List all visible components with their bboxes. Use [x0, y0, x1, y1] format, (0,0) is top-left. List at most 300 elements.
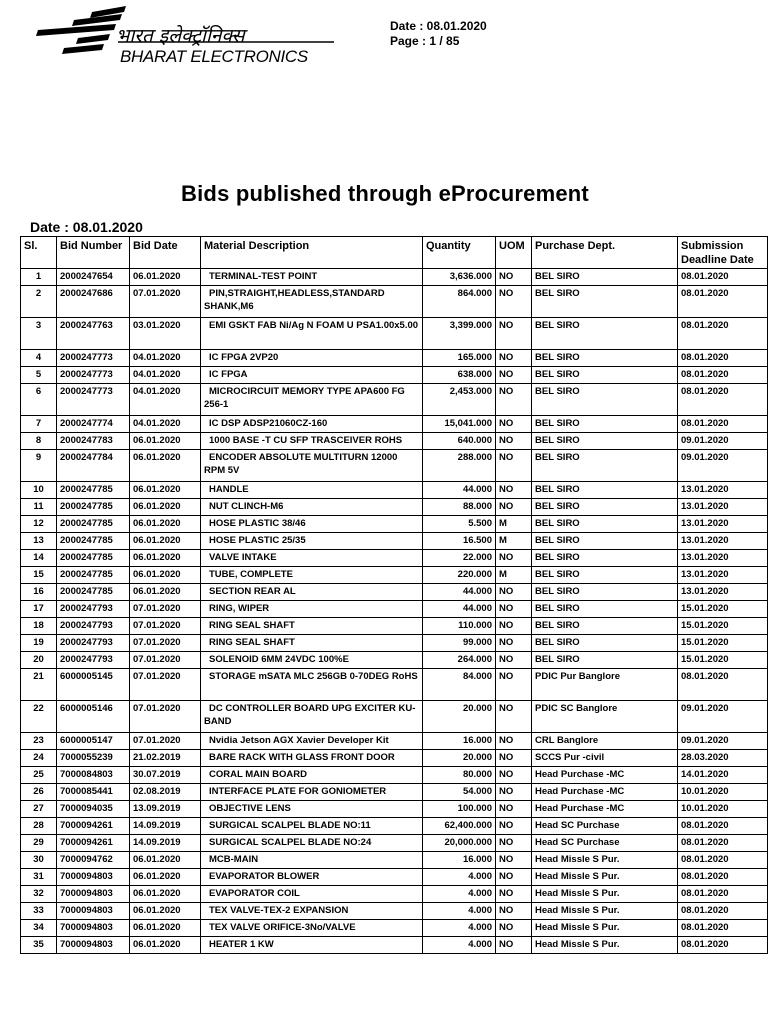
cell-uom: NO — [496, 818, 532, 835]
cell-material-description: EVAPORATOR BLOWER — [201, 869, 423, 886]
cell-bid-number: 6000005147 — [57, 733, 130, 750]
cell-material-description: VALVE INTAKE — [201, 550, 423, 567]
cell-deadline: 15.01.2020 — [678, 635, 768, 652]
cell-quantity: 4.000 — [423, 920, 496, 937]
cell-uom: NO — [496, 350, 532, 367]
cell-sl: 4 — [21, 350, 57, 367]
cell-sl: 19 — [21, 635, 57, 652]
cell-bid-number: 7000094803 — [57, 869, 130, 886]
table-row — [21, 733, 768, 750]
cell-bid-date: 30.07.2019 — [130, 767, 201, 784]
cell-material-description: STORAGE mSATA MLC 256GB 0-70DEG RoHS — [201, 669, 423, 701]
cell-uom: NO — [496, 903, 532, 920]
cell-purchase-dept: Head Purchase -MC — [532, 784, 678, 801]
cell-quantity: 54.000 — [423, 784, 496, 801]
logo-english-text: BHARAT ELECTRONICS — [120, 47, 308, 66]
table-body — [21, 269, 768, 954]
cell-material-description: RING, WIPER — [201, 601, 423, 618]
cell-sl: 21 — [21, 669, 57, 701]
cell-material-description: SOLENOID 6MM 24VDC 100%E — [201, 652, 423, 669]
cell-purchase-dept: CRL Banglore — [532, 733, 678, 750]
cell-sl: 35 — [21, 937, 57, 954]
col-header-uom: UOM — [496, 237, 532, 269]
table-row — [21, 886, 768, 903]
table-row — [21, 286, 768, 318]
cell-sl: 27 — [21, 801, 57, 818]
cell-material-description: SURGICAL SCALPEL BLADE NO:24 — [201, 835, 423, 852]
cell-purchase-dept: BEL SIRO — [532, 635, 678, 652]
cell-bid-number: 7000094803 — [57, 937, 130, 954]
cell-deadline: 09.01.2020 — [678, 450, 768, 482]
cell-material-description: OBJECTIVE LENS — [201, 801, 423, 818]
cell-uom: NO — [496, 433, 532, 450]
logo-hindi-text: भारत इलेक्ट्रॉनिक्स — [116, 25, 245, 47]
cell-sl: 11 — [21, 499, 57, 516]
cell-bid-number: 2000247784 — [57, 450, 130, 482]
cell-quantity: 16.000 — [423, 852, 496, 869]
cell-bid-date: 07.01.2020 — [130, 601, 201, 618]
cell-purchase-dept: BEL SIRO — [532, 584, 678, 601]
cell-purchase-dept: Head Purchase -MC — [532, 767, 678, 784]
cell-uom: NO — [496, 886, 532, 903]
cell-bid-date: 04.01.2020 — [130, 384, 201, 416]
cell-material-description: EMI GSKT FAB Ni/Ag N FOAM U PSA1.00x5.00 — [201, 318, 423, 350]
cell-sl: 20 — [21, 652, 57, 669]
cell-bid-number: 7000094261 — [57, 835, 130, 852]
cell-sl: 26 — [21, 784, 57, 801]
cell-deadline: 08.01.2020 — [678, 350, 768, 367]
cell-purchase-dept: BEL SIRO — [532, 482, 678, 499]
cell-bid-number: 2000247793 — [57, 652, 130, 669]
table-row — [21, 652, 768, 669]
cell-bid-number: 2000247785 — [57, 516, 130, 533]
cell-purchase-dept: Head Missle S Pur. — [532, 869, 678, 886]
cell-deadline: 08.01.2020 — [678, 835, 768, 852]
cell-bid-number: 2000247785 — [57, 533, 130, 550]
cell-bid-date: 07.01.2020 — [130, 286, 201, 318]
cell-deadline: 15.01.2020 — [678, 652, 768, 669]
cell-sl: 30 — [21, 852, 57, 869]
cell-bid-date: 07.01.2020 — [130, 652, 201, 669]
cell-purchase-dept: BEL SIRO — [532, 533, 678, 550]
table-row — [21, 584, 768, 601]
cell-purchase-dept: BEL SIRO — [532, 499, 678, 516]
cell-uom: NO — [496, 584, 532, 601]
table-row — [21, 269, 768, 286]
cell-bid-number: 2000247785 — [57, 584, 130, 601]
cell-material-description: NUT CLINCH-M6 — [201, 499, 423, 516]
cell-bid-number: 7000094035 — [57, 801, 130, 818]
cell-material-description: PIN,STRAIGHT,HEADLESS,STANDARD SHANK,M6 — [201, 286, 423, 318]
cell-deadline: 08.01.2020 — [678, 852, 768, 869]
cell-bid-date: 06.01.2020 — [130, 550, 201, 567]
cell-material-description: Nvidia Jetson AGX Xavier Developer Kit — [201, 733, 423, 750]
cell-sl: 24 — [21, 750, 57, 767]
cell-purchase-dept: BEL SIRO — [532, 567, 678, 584]
document-meta — [390, 19, 487, 49]
cell-uom: NO — [496, 835, 532, 852]
cell-sl: 1 — [21, 269, 57, 286]
cell-sl: 25 — [21, 767, 57, 784]
cell-uom: NO — [496, 601, 532, 618]
cell-purchase-dept: BEL SIRO — [532, 652, 678, 669]
cell-bid-date: 06.01.2020 — [130, 869, 201, 886]
cell-bid-date: 13.09.2019 — [130, 801, 201, 818]
cell-uom: NO — [496, 269, 532, 286]
cell-bid-date: 07.01.2020 — [130, 669, 201, 701]
cell-bid-date: 21.02.2019 — [130, 750, 201, 767]
cell-deadline: 08.01.2020 — [678, 818, 768, 835]
cell-material-description: IC FPGA — [201, 367, 423, 384]
cell-quantity: 16.500 — [423, 533, 496, 550]
cell-bid-date: 07.01.2020 — [130, 701, 201, 733]
cell-deadline: 13.01.2020 — [678, 550, 768, 567]
cell-bid-date: 04.01.2020 — [130, 367, 201, 384]
cell-bid-number: 7000094762 — [57, 852, 130, 869]
cell-quantity: 16.000 — [423, 733, 496, 750]
table-row — [21, 835, 768, 852]
cell-quantity: 5.500 — [423, 516, 496, 533]
bel-logo — [34, 4, 344, 70]
document-date: Date : 08.01.2020 — [390, 19, 487, 33]
cell-bid-number: 2000247773 — [57, 367, 130, 384]
cell-purchase-dept: BEL SIRO — [532, 601, 678, 618]
page-title: Bids published through eProcurement — [181, 181, 589, 206]
cell-material-description: 1000 BASE -T CU SFP TRASCEIVER ROHS — [201, 433, 423, 450]
cell-uom: NO — [496, 801, 532, 818]
cell-uom: M — [496, 516, 532, 533]
table-row — [21, 852, 768, 869]
cell-quantity: 20,000.000 — [423, 835, 496, 852]
cell-purchase-dept: PDIC Pur Banglore — [532, 669, 678, 701]
cell-sl: 13 — [21, 533, 57, 550]
cell-quantity: 20.000 — [423, 750, 496, 767]
cell-uom: NO — [496, 416, 532, 433]
table-row — [21, 499, 768, 516]
table-row — [21, 567, 768, 584]
cell-quantity: 220.000 — [423, 567, 496, 584]
table-row — [21, 350, 768, 367]
cell-material-description: RING SEAL SHAFT — [201, 635, 423, 652]
cell-purchase-dept: BEL SIRO — [532, 433, 678, 450]
cell-uom: NO — [496, 499, 532, 516]
cell-purchase-dept: Head SC Purchase — [532, 818, 678, 835]
table-row — [21, 450, 768, 482]
cell-bid-number: 2000247785 — [57, 550, 130, 567]
cell-purchase-dept: Head Missle S Pur. — [532, 886, 678, 903]
cell-bid-number: 2000247686 — [57, 286, 130, 318]
cell-uom: NO — [496, 750, 532, 767]
cell-deadline: 13.01.2020 — [678, 584, 768, 601]
cell-uom: NO — [496, 635, 532, 652]
cell-uom: NO — [496, 652, 532, 669]
cell-sl: 17 — [21, 601, 57, 618]
cell-bid-number: 2000247783 — [57, 433, 130, 450]
cell-sl: 10 — [21, 482, 57, 499]
cell-bid-number: 7000094803 — [57, 886, 130, 903]
cell-purchase-dept: BEL SIRO — [532, 269, 678, 286]
cell-quantity: 110.000 — [423, 618, 496, 635]
cell-deadline: 09.01.2020 — [678, 433, 768, 450]
cell-bid-date: 14.09.2019 — [130, 818, 201, 835]
table-row — [21, 433, 768, 450]
table-row — [21, 801, 768, 818]
cell-deadline: 08.01.2020 — [678, 384, 768, 416]
cell-quantity: 4.000 — [423, 869, 496, 886]
table-row — [21, 869, 768, 886]
cell-sl: 33 — [21, 903, 57, 920]
table-row — [21, 601, 768, 618]
cell-deadline: 13.01.2020 — [678, 516, 768, 533]
cell-bid-date: 06.01.2020 — [130, 269, 201, 286]
cell-material-description: HANDLE — [201, 482, 423, 499]
cell-deadline: 08.01.2020 — [678, 286, 768, 318]
cell-uom: NO — [496, 669, 532, 701]
cell-deadline: 13.01.2020 — [678, 533, 768, 550]
cell-uom: NO — [496, 286, 532, 318]
cell-deadline: 10.01.2020 — [678, 784, 768, 801]
cell-bid-number: 2000247793 — [57, 618, 130, 635]
cell-sl: 6 — [21, 384, 57, 416]
cell-sl: 18 — [21, 618, 57, 635]
cell-bid-number: 7000094803 — [57, 920, 130, 937]
cell-bid-date: 06.01.2020 — [130, 903, 201, 920]
cell-bid-date: 06.01.2020 — [130, 920, 201, 937]
cell-material-description: TEX VALVE-TEX-2 EXPANSION — [201, 903, 423, 920]
cell-quantity: 638.000 — [423, 367, 496, 384]
cell-bid-date: 06.01.2020 — [130, 937, 201, 954]
table-row — [21, 618, 768, 635]
cell-material-description: SECTION REAR AL — [201, 584, 423, 601]
cell-bid-number: 2000247785 — [57, 567, 130, 584]
col-header-bid-number: Bid Number — [57, 237, 130, 269]
cell-quantity: 640.000 — [423, 433, 496, 450]
cell-bid-number: 2000247793 — [57, 635, 130, 652]
cell-bid-date: 06.01.2020 — [130, 499, 201, 516]
table-row — [21, 384, 768, 416]
cell-bid-date: 06.01.2020 — [130, 886, 201, 903]
page-number: Page : 1 / 85 — [390, 34, 460, 48]
cell-purchase-dept: BEL SIRO — [532, 618, 678, 635]
cell-sl: 9 — [21, 450, 57, 482]
cell-bid-date: 03.01.2020 — [130, 318, 201, 350]
cell-bid-date: 04.01.2020 — [130, 416, 201, 433]
table-row — [21, 367, 768, 384]
cell-deadline: 08.01.2020 — [678, 920, 768, 937]
col-header-purchase-dept: Purchase Dept. — [532, 237, 678, 269]
cell-uom: NO — [496, 618, 532, 635]
cell-deadline: 13.01.2020 — [678, 499, 768, 516]
cell-bid-number: 7000094803 — [57, 903, 130, 920]
cell-purchase-dept: Head Purchase -MC — [532, 801, 678, 818]
cell-quantity: 2,453.000 — [423, 384, 496, 416]
cell-deadline: 09.01.2020 — [678, 733, 768, 750]
cell-quantity: 84.000 — [423, 669, 496, 701]
cell-sl: 31 — [21, 869, 57, 886]
cell-material-description: IC DSP ADSP21060CZ-160 — [201, 416, 423, 433]
cell-uom: NO — [496, 550, 532, 567]
cell-uom: NO — [496, 784, 532, 801]
cell-bid-date: 06.01.2020 — [130, 584, 201, 601]
col-header-submission-deadline: Submission Deadline Date — [678, 237, 768, 269]
cell-deadline: 13.01.2020 — [678, 567, 768, 584]
cell-material-description: INTERFACE PLATE FOR GONIOMETER — [201, 784, 423, 801]
table-row — [21, 482, 768, 499]
cell-sl: 22 — [21, 701, 57, 733]
cell-uom: NO — [496, 482, 532, 499]
cell-bid-number: 2000247785 — [57, 482, 130, 499]
cell-material-description: CORAL MAIN BOARD — [201, 767, 423, 784]
cell-bid-number: 7000094261 — [57, 818, 130, 835]
cell-sl: 3 — [21, 318, 57, 350]
cell-bid-date: 07.01.2020 — [130, 733, 201, 750]
cell-bid-number: 2000247763 — [57, 318, 130, 350]
cell-purchase-dept: BEL SIRO — [532, 367, 678, 384]
col-header-bid-date: Bid Date — [130, 237, 201, 269]
cell-deadline: 08.01.2020 — [678, 669, 768, 701]
table-row — [21, 669, 768, 701]
cell-deadline: 28.03.2020 — [678, 750, 768, 767]
cell-bid-number: 7000084803 — [57, 767, 130, 784]
cell-sl: 7 — [21, 416, 57, 433]
cell-uom: M — [496, 533, 532, 550]
table-row — [21, 903, 768, 920]
cell-purchase-dept: BEL SIRO — [532, 550, 678, 567]
cell-uom: NO — [496, 869, 532, 886]
cell-quantity: 4.000 — [423, 903, 496, 920]
cell-quantity: 3,636.000 — [423, 269, 496, 286]
cell-purchase-dept: Head SC Purchase — [532, 835, 678, 852]
cell-uom: NO — [496, 701, 532, 733]
cell-material-description: IC FPGA 2VP20 — [201, 350, 423, 367]
cell-bid-date: 06.01.2020 — [130, 533, 201, 550]
cell-material-description: HOSE PLASTIC 38/46 — [201, 516, 423, 533]
cell-quantity: 3,399.000 — [423, 318, 496, 350]
cell-uom: NO — [496, 318, 532, 350]
cell-deadline: 08.01.2020 — [678, 318, 768, 350]
cell-bid-date: 06.01.2020 — [130, 516, 201, 533]
cell-bid-number: 6000005145 — [57, 669, 130, 701]
cell-material-description: ENCODER ABSOLUTE MULTITURN 12000 RPM 5V — [201, 450, 423, 482]
table-row — [21, 784, 768, 801]
table-row — [21, 701, 768, 733]
cell-uom: NO — [496, 937, 532, 954]
cell-sl: 23 — [21, 733, 57, 750]
table-row — [21, 937, 768, 954]
cell-sl: 14 — [21, 550, 57, 567]
cell-bid-date: 06.01.2020 — [130, 433, 201, 450]
cell-bid-number: 2000247773 — [57, 384, 130, 416]
cell-material-description: DC CONTROLLER BOARD UPG EXCITER KU-BAND — [201, 701, 423, 733]
cell-bid-number: 6000005146 — [57, 701, 130, 733]
cell-bid-date: 14.09.2019 — [130, 835, 201, 852]
cell-quantity: 264.000 — [423, 652, 496, 669]
cell-material-description: EVAPORATOR COIL — [201, 886, 423, 903]
cell-quantity: 62,400.000 — [423, 818, 496, 835]
cell-sl: 32 — [21, 886, 57, 903]
table-row — [21, 516, 768, 533]
table-row — [21, 416, 768, 433]
cell-uom: NO — [496, 384, 532, 416]
table-row — [21, 767, 768, 784]
table-row — [21, 635, 768, 652]
cell-deadline: 14.01.2020 — [678, 767, 768, 784]
cell-quantity: 288.000 — [423, 450, 496, 482]
cell-bid-date: 06.01.2020 — [130, 450, 201, 482]
cell-quantity: 20.000 — [423, 701, 496, 733]
col-header-quantity: Quantity — [423, 237, 496, 269]
cell-bid-number: 2000247793 — [57, 601, 130, 618]
cell-bid-date: 04.01.2020 — [130, 350, 201, 367]
cell-bid-number: 7000055239 — [57, 750, 130, 767]
cell-purchase-dept: BEL SIRO — [532, 318, 678, 350]
table-header-row — [21, 237, 768, 269]
cell-bid-date: 07.01.2020 — [130, 618, 201, 635]
cell-material-description: HEATER 1 KW — [201, 937, 423, 954]
cell-quantity: 165.000 — [423, 350, 496, 367]
cell-purchase-dept: BEL SIRO — [532, 516, 678, 533]
table-row — [21, 818, 768, 835]
cell-bid-date: 07.01.2020 — [130, 635, 201, 652]
cell-bid-number: 2000247773 — [57, 350, 130, 367]
table-row — [21, 533, 768, 550]
cell-purchase-dept: Head Missle S Pur. — [532, 852, 678, 869]
cell-uom: NO — [496, 852, 532, 869]
bids-table — [20, 236, 768, 954]
cell-sl: 16 — [21, 584, 57, 601]
cell-material-description: HOSE PLASTIC 25/35 — [201, 533, 423, 550]
cell-purchase-dept: Head Missle S Pur. — [532, 937, 678, 954]
cell-sl: 15 — [21, 567, 57, 584]
cell-material-description: SURGICAL SCALPEL BLADE NO:11 — [201, 818, 423, 835]
cell-bid-date: 06.01.2020 — [130, 482, 201, 499]
cell-purchase-dept: Head Missle S Pur. — [532, 920, 678, 937]
cell-sl: 29 — [21, 835, 57, 852]
cell-deadline: 08.01.2020 — [678, 937, 768, 954]
cell-purchase-dept: PDIC SC Banglore — [532, 701, 678, 733]
cell-sl: 28 — [21, 818, 57, 835]
cell-deadline: 08.01.2020 — [678, 903, 768, 920]
cell-quantity: 80.000 — [423, 767, 496, 784]
cell-deadline: 10.01.2020 — [678, 801, 768, 818]
cell-material-description: TUBE, COMPLETE — [201, 567, 423, 584]
cell-material-description: TERMINAL-TEST POINT — [201, 269, 423, 286]
cell-bid-number: 2000247774 — [57, 416, 130, 433]
cell-bid-date: 06.01.2020 — [130, 567, 201, 584]
cell-uom: NO — [496, 367, 532, 384]
cell-quantity: 4.000 — [423, 886, 496, 903]
cell-uom: M — [496, 567, 532, 584]
cell-sl: 5 — [21, 367, 57, 384]
cell-bid-number: 2000247654 — [57, 269, 130, 286]
cell-purchase-dept: BEL SIRO — [532, 286, 678, 318]
cell-material-description: MICROCIRCUIT MEMORY TYPE APA600 FG 256-1 — [201, 384, 423, 416]
cell-bid-date: 06.01.2020 — [130, 852, 201, 869]
col-header-material-description: Material Description — [201, 237, 423, 269]
cell-sl: 34 — [21, 920, 57, 937]
cell-deadline: 08.01.2020 — [678, 367, 768, 384]
report-date: Date : 08.01.2020 — [30, 219, 143, 235]
table-row — [21, 550, 768, 567]
cell-quantity: 44.000 — [423, 482, 496, 499]
cell-deadline: 15.01.2020 — [678, 618, 768, 635]
cell-purchase-dept: BEL SIRO — [532, 416, 678, 433]
cell-quantity: 88.000 — [423, 499, 496, 516]
cell-uom: NO — [496, 767, 532, 784]
cell-purchase-dept: SCCS Pur -civil — [532, 750, 678, 767]
cell-deadline: 08.01.2020 — [678, 416, 768, 433]
cell-deadline: 08.01.2020 — [678, 886, 768, 903]
